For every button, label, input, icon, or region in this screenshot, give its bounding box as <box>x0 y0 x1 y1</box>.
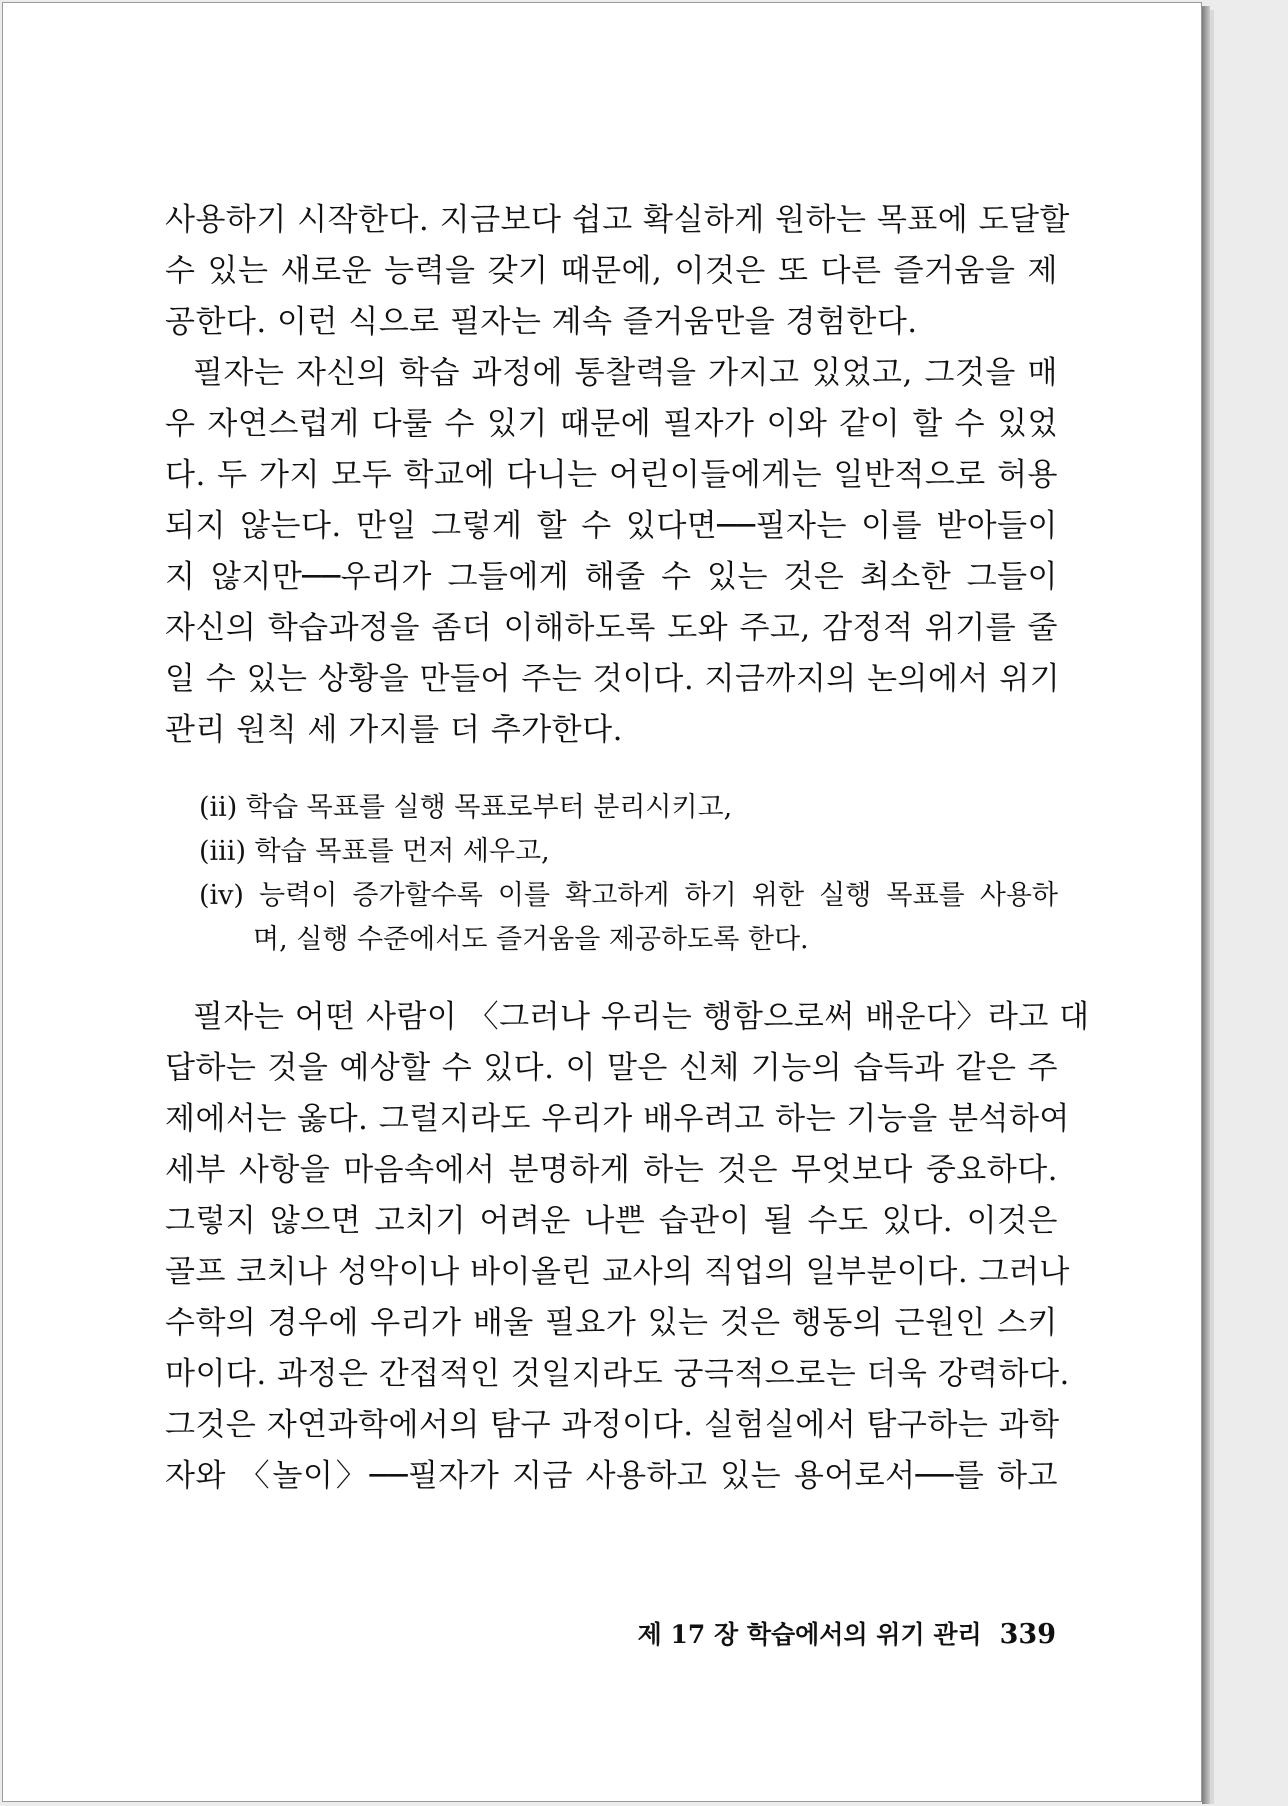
page-edge-strip <box>1210 10 1214 1804</box>
text-line: 되지 않는다. 만일 그렇게 할 수 있다면──필자는 이를 받아들이 <box>165 508 1058 544</box>
running-footer <box>638 1615 1056 1651</box>
page-body <box>165 195 1090 1502</box>
page-number: 339 <box>999 1619 1056 1650</box>
list-item: (ii) 학습 목표를 실행 목표로부터 분리시키고, <box>199 792 733 823</box>
principle-list <box>165 786 1058 962</box>
text-line: 자신의 학습과정을 좀더 이해하도록 도와 주고, 감정적 위기를 줄 <box>165 610 1058 646</box>
text-line: 수학의 경우에 우리가 배울 필요가 있는 것은 행동의 근원인 스키 <box>165 1305 1058 1341</box>
text-line: 우 자연스럽게 다룰 수 있기 때문에 필자가 이와 같이 할 수 있었 <box>165 406 1058 442</box>
text-line: 다. 두 가지 모두 학교에 다니는 어린이들에게는 일반적으로 허용 <box>165 457 1058 493</box>
text-line: 제에서는 옳다. 그럴지라도 우리가 배우려고 하는 기능을 분석하여 <box>165 1101 1070 1137</box>
text-line: 그것은 자연과학에서의 탐구 과정이다. 실험실에서 탐구하는 과학 <box>165 1407 1060 1443</box>
list-item: (iv) 능력이 증가할수록 이를 확고하게 하기 위한 실행 목표를 사용하 <box>199 880 1058 911</box>
text-line: 자와 〈놀이〉──필자가 지금 사용하고 있는 용어로서──를 하고 <box>165 1458 1058 1494</box>
text-line: 사용하기 시작한다. 지금보다 쉽고 확실하게 원하는 목표에 도달할 <box>165 202 1070 238</box>
text-line: 일 수 있는 상황을 만들어 주는 것이다. 지금까지의 논의에서 위기 <box>165 661 1061 697</box>
text-line: 지 않지만──우리가 그들에게 해줄 수 있는 것은 최소한 그들이 <box>165 559 1058 595</box>
chapter-title: 제 17 장 학습에서의 위기 관리 <box>637 1620 982 1649</box>
list-item: (iii) 학습 목표를 먼저 세우고, <box>199 836 550 867</box>
text-line: 필자는 자신의 학습 과정에 통찰력을 가지고 있었고, 그것을 매 <box>193 355 1058 391</box>
text-line: 답하는 것을 예상할 수 있다. 이 말은 신체 기능의 습득과 같은 주 <box>165 1050 1058 1086</box>
text-line: 마이다. 과정은 간접적인 것일지라도 궁극적으로는 더욱 강력하다. <box>165 1356 1070 1392</box>
text-line: 공한다. 이런 식으로 필자는 계속 즐거움만을 경험한다. <box>165 304 918 340</box>
text-line: 세부 사항을 마음속에서 분명하게 하는 것은 무엇보다 중요하다. <box>165 1152 1058 1188</box>
text-line: 그렇지 않으면 고치기 어려운 나쁜 습관이 될 수도 있다. 이것은 <box>165 1203 1058 1239</box>
list-item-continuation: 며, 실행 수준에서도 즐거움을 제공하도록 한다. <box>253 924 809 955</box>
paragraph-bottom <box>165 992 1090 1502</box>
page-edge-shadow <box>1202 6 1210 1804</box>
text-line: 필자는 어떤 사람이 〈그러나 우리는 행함으로써 배운다〉라고 대 <box>193 999 1090 1035</box>
text-line: 관리 원칙 세 가지를 더 추가한다. <box>165 712 623 748</box>
text-line: 수 있는 새로운 능력을 갖기 때문에, 이것은 또 다른 즐거움을 제 <box>165 253 1058 289</box>
paragraph-top <box>165 195 1070 756</box>
text-line: 골프 코치나 성악이나 바이올린 교사의 직업의 일부분이다. 그러나 <box>165 1254 1070 1290</box>
